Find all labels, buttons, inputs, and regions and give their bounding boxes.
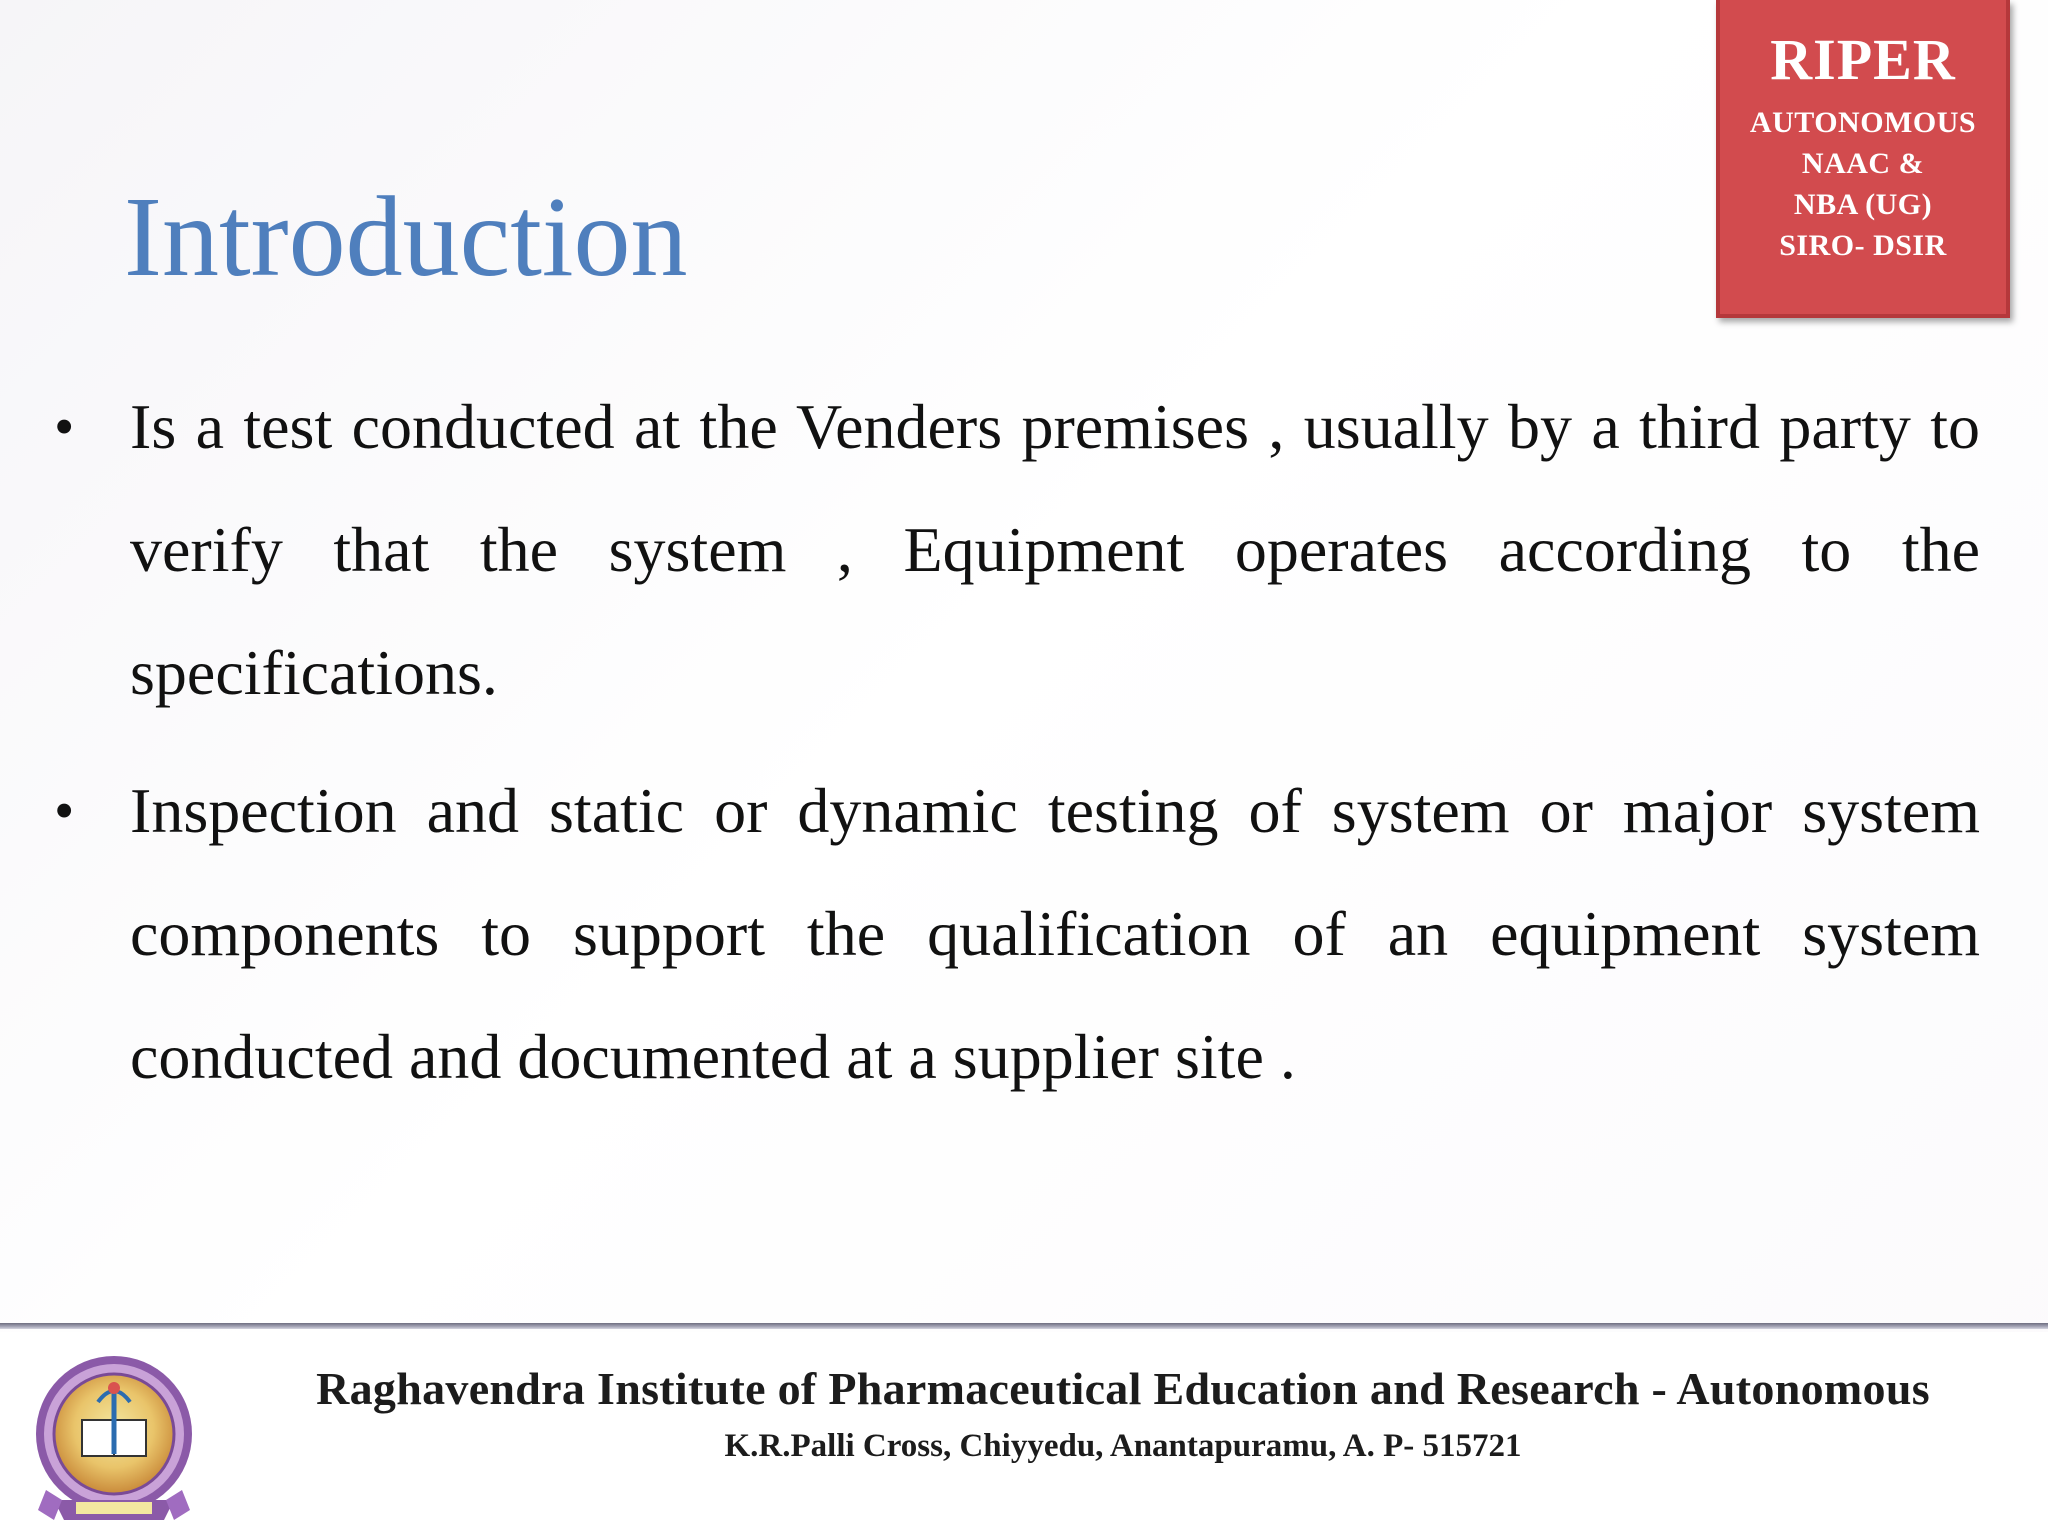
badge-line-nba: NBA (UG) xyxy=(1793,188,1933,221)
institution-name: Raghavendra Institute of Pharmaceutical Education and Research - Autonomous xyxy=(316,1363,1930,1414)
institution-address: K.R.Palli Cross, Chiyyedu, Anantapuramu, A. P- 515721 xyxy=(724,1428,1522,1464)
badge-title: RIPER xyxy=(1770,27,1956,92)
bullet-icon: • xyxy=(54,394,75,459)
bullet-item-1 xyxy=(54,365,1980,734)
institution-seal-icon xyxy=(24,1350,204,1530)
bullet-list xyxy=(54,365,1980,1133)
bullet-item-2 xyxy=(54,749,1980,1118)
bullet-icon: • xyxy=(54,778,75,843)
bullet-text-2: Inspection and static or dynamic testing of system or major system components to support the qualification of an equipment system conducted and documented at a supplier site . xyxy=(130,775,1980,1092)
page-title: Introduction xyxy=(124,173,688,301)
bullet-text-1: Is a test conducted at the Venders premises , usually by a third party to verify that the system , Equipment operates according to the specifications. xyxy=(130,391,1980,708)
footer xyxy=(0,1332,2048,1536)
badge-line-autonomous: AUTONOMOUS xyxy=(1749,106,1977,139)
badge-line-naac: NAAC & xyxy=(1801,147,1925,180)
badge-line-siro: SIRO- DSIR xyxy=(1779,229,1947,262)
footer-divider xyxy=(0,1323,2048,1329)
riper-badge xyxy=(1716,0,2010,318)
